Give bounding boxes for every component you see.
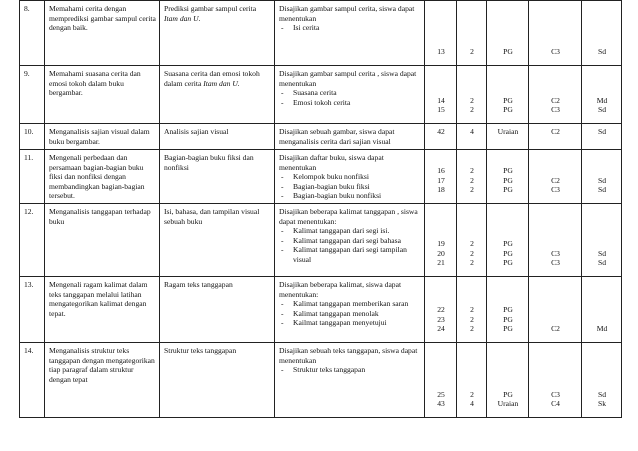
material-cell xyxy=(160,150,275,204)
item-number-cell-value: 16 xyxy=(437,166,445,176)
form-cell xyxy=(487,343,529,418)
form-cell-lines xyxy=(491,96,525,115)
score-cell-lines xyxy=(461,305,483,334)
row-number: 13. xyxy=(20,277,45,343)
level-cell xyxy=(529,124,582,150)
form-cell-value: PG xyxy=(503,105,513,115)
indicator-list xyxy=(279,299,421,328)
difficulty-cell-value: Sd xyxy=(597,175,607,185)
level-cell-lines xyxy=(533,96,578,115)
level-cell-lines xyxy=(533,390,578,409)
difficulty-cell-lines xyxy=(586,127,618,137)
difficulty-cell-lines xyxy=(586,176,618,195)
form-cell-value: PG xyxy=(503,324,513,334)
form-cell-lines xyxy=(491,166,525,195)
form-cell-value: PG xyxy=(503,314,513,324)
difficulty-cell-lines xyxy=(586,96,618,115)
score-cell xyxy=(457,1,487,66)
difficulty-cell xyxy=(582,66,622,124)
form-cell-value: PG xyxy=(503,175,513,185)
row-number: 11. xyxy=(20,150,45,204)
score-cell-value: 2 xyxy=(470,389,474,399)
list-item: - Kelompok buku nonfiksi xyxy=(279,172,421,182)
difficulty-cell-value: Sd xyxy=(597,389,607,399)
level-cell-value: C3 xyxy=(551,389,560,399)
score-cell-lines xyxy=(461,166,483,195)
item-number-cell-lines xyxy=(429,305,453,334)
item-number-cell-value: 14 xyxy=(437,95,445,105)
material-text: Suasana cerita dan emosi tokoh dalam cerita xyxy=(164,69,260,88)
difficulty-cell xyxy=(582,277,622,343)
indicator-text: Disajikan sebuah gambar, siswa dapat menganalisis cerita dari sajian visual xyxy=(279,127,395,146)
score-cell-value: 2 xyxy=(470,314,474,324)
difficulty-cell-value: Sd xyxy=(597,127,607,136)
indicator-cell xyxy=(275,66,425,124)
score-cell xyxy=(457,277,487,343)
material-text: Ragam teks tanggapan xyxy=(164,280,233,289)
level-cell xyxy=(529,150,582,204)
form-cell-value: PG xyxy=(503,185,513,195)
score-cell xyxy=(457,204,487,277)
difficulty-cell-value: Sd xyxy=(597,185,607,195)
table-row xyxy=(20,124,622,150)
indicator-text: Disajikan beberapa kalimat tanggapan , siswa dapat menentukan: xyxy=(279,207,418,226)
item-number-cell-value: 13 xyxy=(437,47,445,57)
indicator-list xyxy=(279,226,421,264)
level-cell-value: C3 xyxy=(551,258,560,268)
table-row xyxy=(20,204,622,277)
material-title: Itam dan U. xyxy=(164,13,201,23)
difficulty-cell xyxy=(582,343,622,418)
indicator-text: Disajikan daftar buku, siswa dapat menentukan xyxy=(279,153,384,172)
level-cell-value: C4 xyxy=(551,399,560,409)
item-number-cell-lines xyxy=(429,166,453,195)
score-cell-lines xyxy=(461,47,483,57)
material-title: Itam dan U. xyxy=(203,78,240,88)
table-row xyxy=(20,277,622,343)
indicator-cell xyxy=(275,124,425,150)
level-cell-value: C3 xyxy=(551,47,560,57)
item-number-cell-lines xyxy=(429,390,453,409)
level-cell-value: C3 xyxy=(551,105,560,115)
indicator-list xyxy=(279,365,421,375)
score-cell-lines xyxy=(461,390,483,409)
indicator-list xyxy=(279,23,421,33)
indicator-list xyxy=(279,88,421,107)
material-cell xyxy=(160,124,275,150)
item-number-cell-value: 21 xyxy=(437,258,445,268)
material-cell xyxy=(160,277,275,343)
form-cell xyxy=(487,124,529,150)
indicator-cell xyxy=(275,277,425,343)
list-item: - Kalimat tanggapan memberikan saran xyxy=(279,299,421,309)
form-cell xyxy=(487,277,529,343)
material-text: Bagian-bagian buku fiksi dan nonfiksi xyxy=(164,153,254,172)
form-cell-lines xyxy=(491,127,525,137)
indicator-cell xyxy=(275,343,425,418)
item-number-cell-value: 43 xyxy=(437,399,445,409)
level-cell xyxy=(529,204,582,277)
material-text: Prediksi gambar sampul cerita xyxy=(164,4,257,13)
table-row xyxy=(20,343,622,418)
difficulty-cell-lines xyxy=(586,324,618,334)
level-cell-lines xyxy=(533,176,578,195)
material-cell xyxy=(160,66,275,124)
material-cell xyxy=(160,1,275,66)
score-cell-value: 2 xyxy=(470,105,474,115)
difficulty-cell xyxy=(582,124,622,150)
level-cell-value: C2 xyxy=(551,95,560,105)
row-number: 12. xyxy=(20,204,45,277)
assessment-grid-table xyxy=(19,0,622,418)
table-row xyxy=(20,150,622,204)
form-cell-value: PG xyxy=(503,239,513,249)
form-cell xyxy=(487,1,529,66)
material-text: Struktur teks tanggapan xyxy=(164,346,237,355)
difficulty-cell-value: Md xyxy=(596,324,608,334)
item-number-cell xyxy=(425,204,457,277)
form-cell xyxy=(487,150,529,204)
difficulty-cell-value: Sk xyxy=(597,399,607,409)
difficulty-cell-lines xyxy=(586,249,618,268)
material-cell xyxy=(160,343,275,418)
item-number-cell-value: 15 xyxy=(437,105,445,115)
form-cell-lines xyxy=(491,47,525,57)
score-cell-lines xyxy=(461,239,483,268)
item-number-cell-lines xyxy=(429,47,453,57)
item-number-cell-value: 42 xyxy=(437,127,445,136)
score-cell-value: 2 xyxy=(470,95,474,105)
list-item: - Kalimat tanggapan dari segi isi. xyxy=(279,226,421,236)
material-cell xyxy=(160,204,275,277)
item-number-cell xyxy=(425,66,457,124)
level-cell-value: C2 xyxy=(551,175,560,185)
list-item: - Emosi tokoh cerita xyxy=(279,98,421,108)
item-number-cell-value: 19 xyxy=(437,239,445,249)
row-number: 9. xyxy=(20,66,45,124)
table-row xyxy=(20,1,622,66)
list-item: - Kalimat tanggapan dari segi bahasa xyxy=(279,236,421,246)
score-cell-value: 2 xyxy=(470,258,474,268)
list-item: - Struktur teks tanggapan xyxy=(279,365,421,375)
item-number-cell-value: 22 xyxy=(437,305,445,315)
level-cell-lines xyxy=(533,47,578,57)
level-cell-lines xyxy=(533,324,578,334)
item-number-cell-value: 18 xyxy=(437,185,445,195)
score-cell-value: 2 xyxy=(470,185,474,195)
list-item: - Kailmat tanggapan menyetujui xyxy=(279,318,421,328)
item-number-cell xyxy=(425,150,457,204)
competency-cell: Mengenali ragam kalimat dalam teks tanggapan melalui latihan mengategorikan kalimat dengan tepat. xyxy=(45,277,160,343)
form-cell-value: Uraian xyxy=(497,127,519,136)
indicator-text: Disajikan gambar sampul cerita, siswa dapat menentukan xyxy=(279,4,415,23)
item-number-cell-value: 25 xyxy=(437,389,445,399)
form-cell-value: PG xyxy=(503,389,513,399)
difficulty-cell-value: Sd xyxy=(597,105,607,115)
item-number-cell-lines xyxy=(429,96,453,115)
form-cell-value: PG xyxy=(503,305,513,315)
material-text: Isi, bahasa, dan tampilan visual sebuah buku xyxy=(164,207,260,226)
item-number-cell-value: 17 xyxy=(437,175,445,185)
indicator-text: Disajikan gambar sampul cerita , siswa dapat menentukan xyxy=(279,69,417,88)
level-cell-value: C3 xyxy=(551,248,560,258)
item-number-cell-value: 24 xyxy=(437,324,445,334)
score-cell-value: 4 xyxy=(470,399,474,409)
list-item: - Bagian-bagian buku fiksi xyxy=(279,182,421,192)
form-cell-value: PG xyxy=(503,248,513,258)
level-cell-value: C3 xyxy=(551,185,560,195)
score-cell-value: 2 xyxy=(470,47,474,57)
item-number-cell-value: 23 xyxy=(437,314,445,324)
row-number: 10. xyxy=(20,124,45,150)
form-cell-value: PG xyxy=(503,95,513,105)
difficulty-cell-value: Sd xyxy=(597,47,607,57)
row-number: 8. xyxy=(20,1,45,66)
difficulty-cell xyxy=(582,204,622,277)
grid-body xyxy=(20,1,622,418)
score-cell-value: 2 xyxy=(470,324,474,334)
competency-cell: Menganalisis tanggapan terhadap buku xyxy=(45,204,160,277)
score-cell-value: 2 xyxy=(470,175,474,185)
difficulty-cell-lines xyxy=(586,47,618,57)
form-cell-lines xyxy=(491,239,525,268)
score-cell-lines xyxy=(461,127,483,137)
item-number-cell xyxy=(425,124,457,150)
level-cell xyxy=(529,343,582,418)
level-cell-lines xyxy=(533,249,578,268)
indicator-cell xyxy=(275,1,425,66)
form-cell-value: PG xyxy=(503,47,513,57)
form-cell-value: PG xyxy=(503,258,513,268)
competency-cell: Memahami cerita dengan memprediksi gambar sampul cerita dengan baik. xyxy=(45,1,160,66)
level-cell xyxy=(529,277,582,343)
competency-cell: Menganalisis sajian visual dalam buku bergambar. xyxy=(45,124,160,150)
level-cell xyxy=(529,66,582,124)
form-cell-lines xyxy=(491,305,525,334)
level-cell xyxy=(529,1,582,66)
difficulty-cell-lines xyxy=(586,390,618,409)
competency-cell: Memahami suasana cerita dan emosi tokoh dalam buku bergambar. xyxy=(45,66,160,124)
item-number-cell xyxy=(425,277,457,343)
row-number: 14. xyxy=(20,343,45,418)
difficulty-cell xyxy=(582,150,622,204)
list-item: - Suasana cerita xyxy=(279,88,421,98)
score-cell xyxy=(457,343,487,418)
competency-cell: Mengenali perbedaan dan persamaan bagian-bagian buku fiksi dan nonfiksi dengan membandingkan bagian-bagian tersebut. xyxy=(45,150,160,204)
level-cell-value: C2 xyxy=(551,127,560,136)
form-cell xyxy=(487,204,529,277)
item-number-cell-lines xyxy=(429,127,453,137)
score-cell-value: 2 xyxy=(470,248,474,258)
level-cell-value: C2 xyxy=(551,324,560,334)
indicator-text: Disajikan beberapa kalimat, siswa dapat menentukan: xyxy=(279,280,402,299)
list-item: - Kalimat tanggapan menolak xyxy=(279,309,421,319)
indicator-cell xyxy=(275,150,425,204)
item-number-cell xyxy=(425,1,457,66)
score-cell-value: 2 xyxy=(470,239,474,249)
score-cell xyxy=(457,66,487,124)
form-cell-value: PG xyxy=(503,166,513,176)
table-row xyxy=(20,66,622,124)
score-cell xyxy=(457,124,487,150)
list-item: - Isi cerita xyxy=(279,23,421,33)
list-item: - Bagian-bagian buku nonfiksi xyxy=(279,191,421,201)
difficulty-cell-value: Sd xyxy=(597,248,607,258)
item-number-cell xyxy=(425,343,457,418)
form-cell-lines xyxy=(491,390,525,409)
item-number-cell-value: 20 xyxy=(437,248,445,258)
indicator-list xyxy=(279,172,421,201)
score-cell-value: 4 xyxy=(470,127,474,136)
item-number-cell-lines xyxy=(429,239,453,268)
score-cell-value: 2 xyxy=(470,166,474,176)
difficulty-cell-value: Sd xyxy=(597,258,607,268)
list-item: - Kalimat tanggapan dari segi tampilan visual xyxy=(279,245,421,264)
indicator-cell xyxy=(275,204,425,277)
difficulty-cell-value: Md xyxy=(596,95,608,105)
level-cell-lines xyxy=(533,127,578,137)
material-text: Analisis sajian visual xyxy=(164,127,229,136)
form-cell-value: Uraian xyxy=(497,399,519,409)
form-cell xyxy=(487,66,529,124)
competency-cell: Menganalisis struktur teks tanggapan dengan mengategorikan tiap paragraf dalam struktur dengan tepat xyxy=(45,343,160,418)
score-cell xyxy=(457,150,487,204)
score-cell-value: 2 xyxy=(470,305,474,315)
indicator-text: Disajikan sebuah teks tanggapan, siswa dapat menentukan xyxy=(279,346,418,365)
score-cell-lines xyxy=(461,96,483,115)
difficulty-cell xyxy=(582,1,622,66)
